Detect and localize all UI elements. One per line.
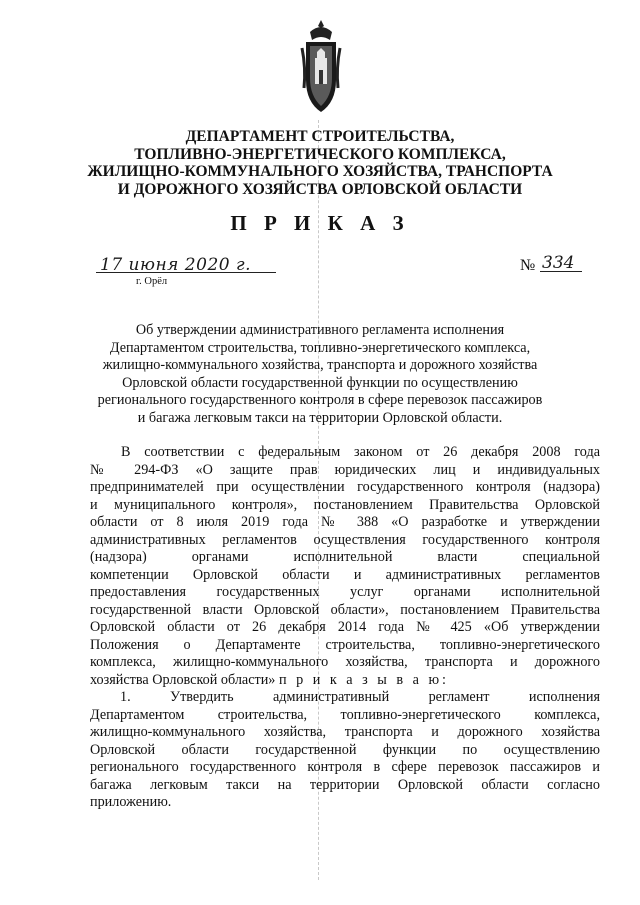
handwritten-number: 334 bbox=[542, 253, 575, 273]
body-line: Положения о Департаменте строительства, топливно-энергетического bbox=[90, 636, 600, 653]
body-line: № 294-ФЗ «О защите прав юридических лиц и индивидуальных bbox=[90, 461, 600, 478]
item-line: Департаментом строительства, топливно-энергетического комплекса, bbox=[90, 706, 600, 723]
item-line: жилищно-коммунального хозяйства, транспорта и дорожного хозяйства bbox=[90, 724, 600, 740]
order-body bbox=[90, 444, 600, 812]
subject-line: и багажа легковым такси на территории Орловской области. bbox=[137, 409, 503, 426]
body-line: предоставления государственных услуг органами исполнительной bbox=[90, 584, 600, 600]
subject-line: Об утверждении административного регламента исполнения bbox=[135, 322, 505, 338]
subject-line: регионального государственного контроля в сфере перевозок пассажиров bbox=[97, 392, 543, 408]
item-line: 1. Утвердить административный регламент исполнения bbox=[120, 689, 600, 705]
subject-line: жилищно-коммунального хозяйства, транспорта и дорожного хозяйства bbox=[102, 357, 538, 373]
body-line-final bbox=[90, 672, 600, 690]
subject-line: Орловской области государственной функции по осуществлению bbox=[122, 374, 518, 391]
document-type: П Р И К А З bbox=[230, 211, 410, 235]
item-line: багажа легковым такси на территории Орловской области согласно bbox=[90, 776, 600, 793]
body-line: предпринимателей при осуществлении государственного контроля (надзора) bbox=[90, 479, 600, 495]
date-underline bbox=[96, 272, 276, 273]
body-line: В соответствии с федеральным законом от 26 декабря 2008 года bbox=[121, 444, 600, 460]
handwritten-date: 17 июня 2020 г. bbox=[100, 255, 251, 275]
coat-of-arms-icon bbox=[300, 18, 342, 116]
department-line: ДЕПАРТАМЕНТ СТРОИТЕЛЬСТВА, bbox=[185, 128, 455, 145]
body-line: государственной власти Орловской области», постановлением Правительства bbox=[90, 601, 600, 618]
body-line: Орловской области от 26 декабря 2014 года № 425 «Об утверждении bbox=[90, 619, 600, 635]
department-line: ТОПЛИВНО-ЭНЕРГЕТИЧЕСКОГО КОМПЛЕКСА, bbox=[134, 145, 506, 163]
body-line: и муниципального контроля», постановлением Правительства Орловской bbox=[90, 496, 600, 513]
body-line: области от 8 июля 2019 года № 388 «О разработке и утверждении bbox=[90, 514, 600, 530]
body-line: (надзора) органами исполнительной власти специальной bbox=[90, 549, 600, 565]
body-line: компетенции Орловской области и административных регламентов bbox=[90, 566, 600, 583]
number-label: № bbox=[520, 257, 536, 274]
subject-line: Департаментом строительства, топливно-энергетического комплекса, bbox=[109, 339, 531, 356]
department-line: ЖИЛИЩНО-КОММУНАЛЬНОГО ХОЗЯЙСТВА, ТРАНСПОРТА bbox=[87, 163, 553, 180]
body-line: хозяйства Орловской области» bbox=[90, 671, 276, 688]
order-word: п р и к а з ы в а ю: bbox=[278, 671, 450, 688]
item-line: регионального государственного контроля в сфере перевозок пассажиров и bbox=[90, 759, 600, 775]
city-label: г. Орёл bbox=[136, 276, 168, 287]
order-subject bbox=[90, 322, 550, 427]
item-line: Орловской области государственной функции по осуществлению bbox=[90, 741, 600, 758]
body-line: административных регламентов осуществления государственного контроля bbox=[90, 531, 600, 548]
number-underline bbox=[540, 271, 582, 272]
body-line: комплекса, жилищно-коммунального хозяйства, транспорта и дорожного bbox=[90, 654, 600, 670]
item-line: приложению. bbox=[90, 794, 172, 810]
department-line: И ДОРОЖНОГО ХОЗЯЙСТВА ОРЛОВСКОЙ ОБЛАСТИ bbox=[117, 180, 523, 198]
department-header bbox=[60, 128, 580, 198]
